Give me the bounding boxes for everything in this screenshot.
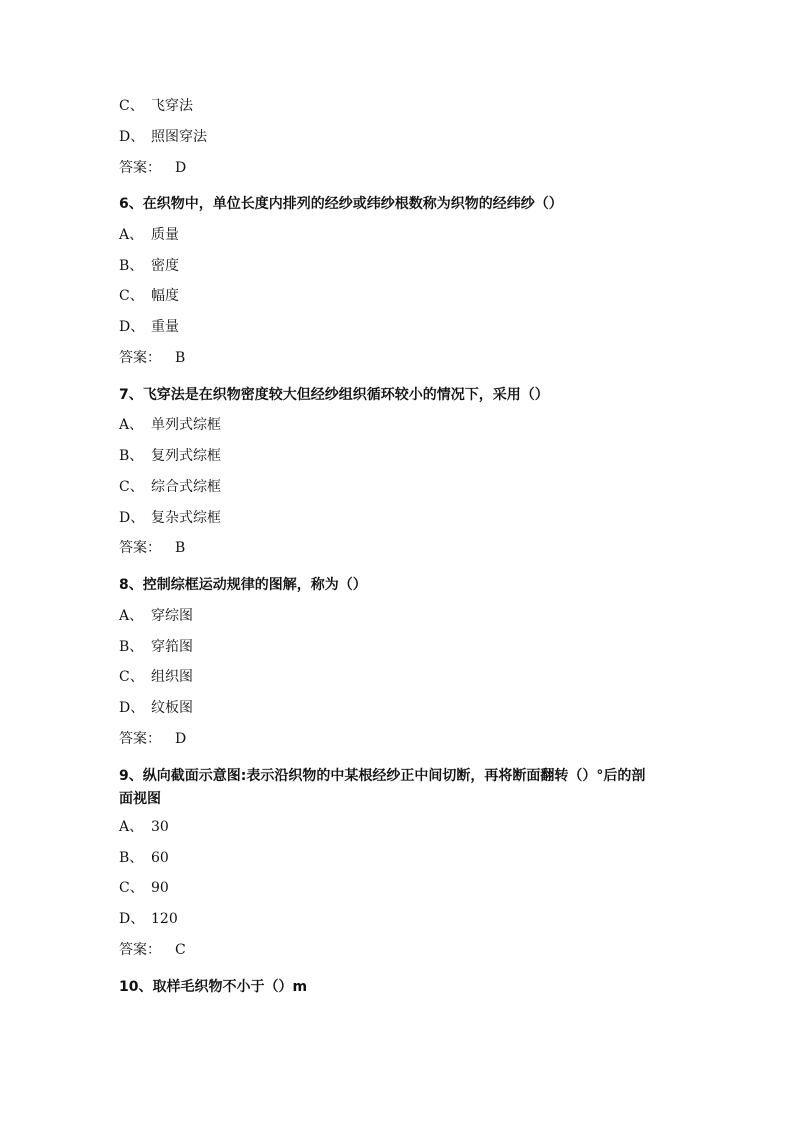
option-b	[119, 848, 169, 868]
option-text: 重量	[151, 319, 179, 335]
option-d	[119, 909, 178, 929]
option-text: 组织图	[151, 669, 193, 685]
answer-label: 答案：	[119, 350, 161, 366]
option-d	[119, 317, 179, 337]
answer-label: 答案：	[119, 731, 161, 747]
answer-value: B	[175, 350, 186, 366]
option-d	[119, 127, 207, 147]
answer-line	[119, 940, 186, 960]
option-letter: B、	[119, 258, 144, 274]
option-text: 60	[151, 850, 169, 866]
option-b	[119, 446, 221, 466]
option-text: 复杂式综框	[151, 510, 221, 526]
option-letter: D、	[119, 911, 145, 927]
option-text: 穿综图	[151, 608, 193, 624]
question-8	[119, 575, 367, 595]
question-10	[119, 977, 307, 997]
answer-value: B	[175, 540, 186, 556]
option-letter: A、	[119, 417, 144, 433]
option-c	[119, 286, 179, 306]
question-6	[119, 194, 563, 214]
question-title: 8、控制综框运动规律的图解，称为（）	[119, 577, 367, 593]
answer-label: 答案：	[119, 160, 161, 176]
option-letter: C、	[119, 98, 144, 114]
option-letter: A、	[119, 608, 144, 624]
option-c	[119, 667, 193, 687]
option-text: 单列式综框	[151, 417, 221, 433]
option-text: 幅度	[151, 288, 179, 304]
option-letter: C、	[119, 880, 144, 896]
question-9	[119, 765, 659, 811]
option-text: 飞穿法	[151, 98, 193, 114]
question-title: 10、取样毛织物不小于（）m	[119, 979, 308, 995]
option-d	[119, 698, 193, 718]
option-a	[119, 817, 169, 837]
option-c	[119, 477, 221, 497]
answer-value: D	[175, 160, 187, 176]
option-a	[119, 225, 179, 245]
option-c	[119, 878, 169, 898]
option-letter: C、	[119, 288, 144, 304]
option-c	[119, 96, 193, 116]
option-text: 密度	[151, 258, 179, 274]
option-b	[119, 637, 193, 657]
answer-line	[119, 538, 185, 558]
option-text: 复列式综框	[151, 448, 221, 464]
option-text: 综合式综框	[151, 479, 221, 495]
option-letter: D、	[119, 700, 145, 716]
question-title: 7、飞穿法是在织物密度较大但经纱组织循环较小的情况下，采用（）	[119, 387, 549, 403]
answer-value: D	[175, 731, 187, 747]
option-letter: C、	[119, 669, 144, 685]
option-letter: A、	[119, 819, 144, 835]
option-letter: D、	[119, 129, 145, 145]
answer-label: 答案：	[119, 540, 161, 556]
option-letter: C、	[119, 479, 144, 495]
option-text: 120	[151, 911, 178, 927]
option-text: 纹板图	[151, 700, 193, 716]
option-text: 穿筘图	[151, 639, 193, 655]
option-letter: A、	[119, 227, 144, 243]
answer-value: C	[175, 942, 186, 958]
option-letter: D、	[119, 510, 145, 526]
option-letter: D、	[119, 319, 145, 335]
option-letter: B、	[119, 850, 144, 866]
option-text: 质量	[151, 227, 179, 243]
answer-line	[119, 158, 186, 178]
answer-line	[119, 729, 186, 749]
option-text: 90	[151, 880, 169, 896]
option-a	[119, 606, 193, 626]
option-letter: B、	[119, 448, 144, 464]
question-7	[119, 385, 549, 405]
option-text: 照图穿法	[151, 129, 207, 145]
option-text: 30	[151, 819, 169, 835]
question-title: 6、在织物中，单位长度内排列的经纱或纬纱根数称为织物的经纬纱（）	[119, 196, 563, 212]
answer-line	[119, 348, 185, 368]
option-b	[119, 256, 179, 276]
option-letter: B、	[119, 639, 144, 655]
option-a	[119, 415, 221, 435]
option-d	[119, 508, 221, 528]
question-title: 9、纵向截面示意图:表示沿织物的中某根经纱正中间切断，再将断面翻转（）°后的剖面视图	[119, 768, 646, 807]
answer-label: 答案：	[119, 942, 161, 958]
